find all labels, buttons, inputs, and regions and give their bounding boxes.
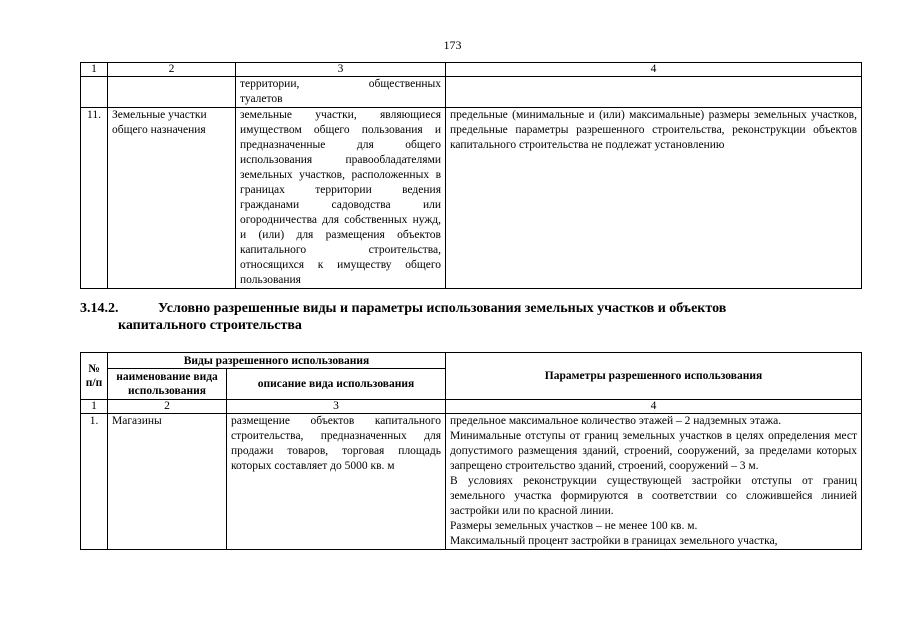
table-row — [81, 108, 862, 289]
continuation-line — [240, 77, 441, 92]
column-number: 1 — [81, 400, 108, 414]
column-number-row — [81, 400, 862, 414]
column-number: 3 — [236, 63, 446, 77]
parameter-line: предельное максимальное количество этажей – 2 надземных этажа. — [450, 415, 782, 427]
table-cell — [81, 77, 108, 108]
section-number: 3.14.2. — [80, 301, 119, 316]
column-number: 2 — [108, 400, 227, 414]
header-use-types: Виды разрешенного использования — [108, 353, 446, 369]
parameter-line: Минимальные отступы от границ земельных участков в целях определения мест допустимого размещения зданий, строений, сооружений, за пределами которых запрещено строительство зданий, строений, сооружений – 3 м. — [450, 430, 857, 472]
header-use-description: описание вида использования — [227, 369, 446, 400]
row-number: 11. — [81, 108, 108, 289]
header-number: № п/п — [81, 353, 108, 400]
section-title-line1: Условно разрешенные виды и параметры использования земельных участков и объектов — [158, 301, 727, 316]
page-number: 173 — [443, 38, 462, 52]
continuation-row — [81, 77, 862, 108]
header-row — [81, 353, 862, 369]
column-number: 4 — [446, 400, 862, 414]
header-use-name: наименование вида использования — [108, 369, 227, 400]
continuation-text: туалетов — [240, 93, 283, 105]
column-number: 4 — [446, 63, 862, 77]
use-parameters — [446, 414, 862, 550]
section-heading — [80, 300, 840, 334]
table-cell — [446, 77, 862, 108]
header-parameters: Параметры разрешенного использования — [446, 353, 862, 400]
table-cell — [108, 77, 236, 108]
parameter-line: Размеры земельных участков – не менее 100 кв. м. — [450, 520, 698, 532]
continuation-text: общественных — [368, 78, 441, 90]
zoning-table-continued — [80, 62, 862, 289]
section-title-line2: капитального строительства — [118, 318, 302, 333]
continuation-text: территории, — [240, 78, 300, 90]
table-cell — [236, 77, 446, 108]
use-name: Магазины — [108, 414, 227, 550]
parameter-line: В условиях реконструкции существующей застройки отступы от границ земельного участка формируются в соответствии со сложившейся линией застройки или по красной линии. — [450, 475, 857, 517]
use-description: земельные участки, являющиеся имуществом общего пользования и предназначенные для общего использования правообладателями земельных участков, расположенных в границах территории ведения гражданами садоводства или огородничества для собственных нужд, и (или) для размещения объектов капитального строительства, относящихся к имуществу общего пользования — [236, 108, 446, 289]
column-number-row — [81, 63, 862, 77]
parameter-line: Максимальный процент застройки в границах земельного участка, — [450, 535, 778, 547]
use-parameters: предельные (минимальные и (или) максимальные) размеры земельных участков, предельные параметры разрешенного строительства, реконструкции объектов капитального строительства не подлежат установлению — [446, 108, 862, 289]
conditional-use-table — [80, 352, 862, 550]
row-number: 1. — [81, 414, 108, 550]
column-number: 3 — [227, 400, 446, 414]
table-row — [81, 414, 862, 550]
column-number: 2 — [108, 63, 236, 77]
use-description: размещение объектов капитального строительства, предназначенных для продажи товаров, торговая площадь которых составляет до 5000 кв. м — [227, 414, 446, 550]
column-number: 1 — [81, 63, 108, 77]
use-name: Земельные участки общего назначения — [108, 108, 236, 289]
